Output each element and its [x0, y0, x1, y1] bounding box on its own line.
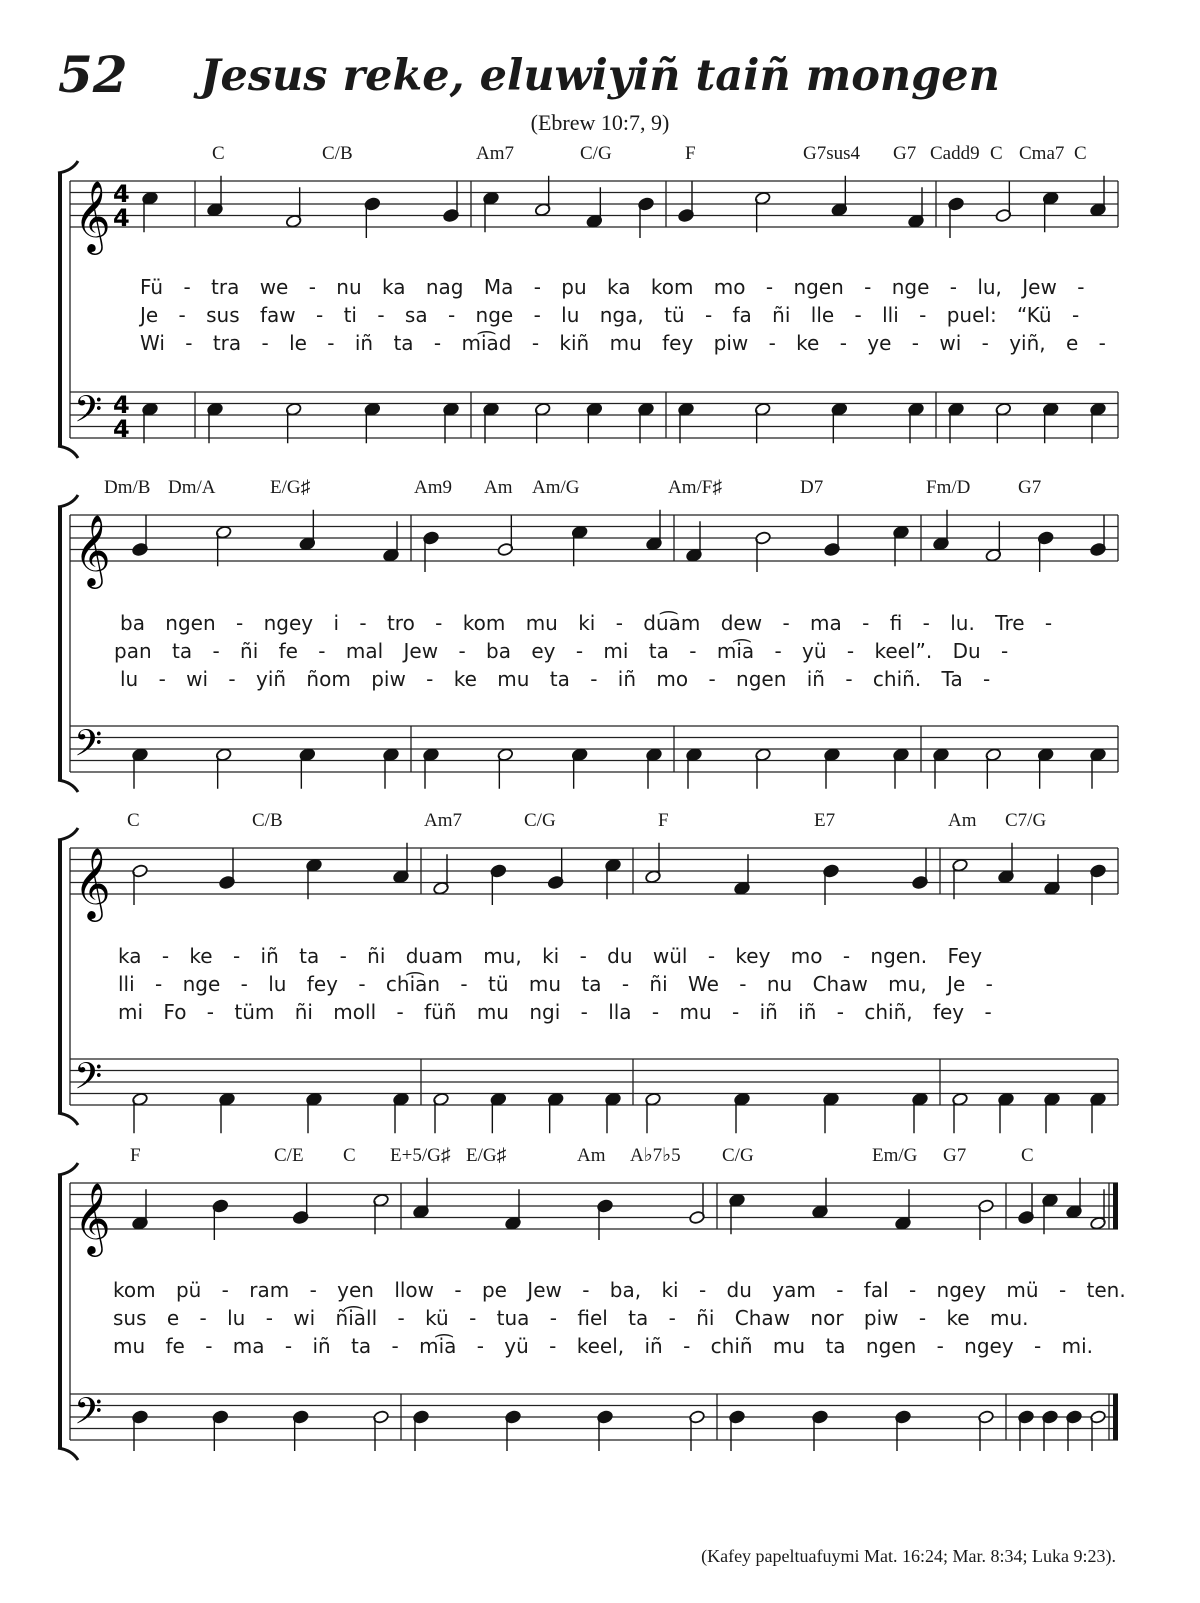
treble-clef: 𝄞 [74, 179, 111, 252]
lyric-line-verse-2: lli - nge - lu fey - chi͡an - tü mu ta - ñi We - nu Chaw mu, Je - [118, 972, 993, 996]
chord-symbol: F [130, 1145, 141, 1166]
chord-symbol: F [658, 810, 669, 831]
system-bracket [58, 780, 78, 792]
hymn-title: Jesus reke, eluwiyiñ taiñ mongen [200, 51, 1000, 101]
scripture-footnote: (Kafey papeltuafuymi Mat. 16:24; Mar. 8:34; Luka 9:23). [701, 1546, 1116, 1566]
chord-symbol: E+5/G♯ [390, 1145, 451, 1166]
chord-symbol: Em/G [872, 1145, 918, 1166]
final-barline [1113, 1183, 1118, 1229]
chord-symbol: A♭7♭5 [630, 1145, 681, 1166]
chord-symbol: E/G♯ [270, 477, 311, 498]
lyric-line-verse-1: Fü - tra we - nu ka nag Ma - pu ka kom mo - ngen - nge - lu, Jew - [140, 275, 1085, 299]
chord-symbol: Dm/B [104, 477, 151, 498]
lyric-line-verse-2: pan ta - ñi fe - mal Jew - ba ey - mi ta - mi͡a - yü - keel”. Du - [114, 639, 1009, 663]
chord-symbol: E/G♯ [466, 1145, 507, 1166]
chord-symbol: C [212, 143, 225, 164]
chord-symbol: C [1021, 1145, 1034, 1166]
system-bracket [58, 1113, 78, 1125]
chord-symbol: Am [484, 477, 513, 498]
lyric-line-verse-2: Je - sus faw - ti - sa - nge - lu nga, tü - fa ñi lle - lli - puel: “Kü - [140, 303, 1080, 327]
chord-symbol: C [127, 810, 140, 831]
time-signature: 4 [113, 391, 130, 419]
chord-symbol: Am9 [414, 477, 452, 498]
lyric-line-verse-1: kom pü - ram - yen llow - pe Jew - ba, ki - du yam - fal - ngey mü - ten. [113, 1278, 1126, 1302]
chord-symbol: G7 [1018, 477, 1042, 498]
chord-symbol: Am7 [476, 143, 514, 164]
chord-symbol: G7 [893, 143, 917, 164]
bass-clef: 𝄢 [74, 388, 103, 440]
bass-clef: 𝄢 [74, 1055, 103, 1107]
system-bracket [58, 1163, 78, 1175]
hymn-number: 52 [58, 45, 128, 104]
chord-symbol: G7sus4 [803, 143, 861, 164]
system-bracket [58, 1448, 78, 1460]
chord-symbol: Am/F♯ [668, 477, 722, 498]
lyric-line-verse-1: ka - ke - iñ ta - ñi duam mu, ki - du wül - key mo - ngen. Fey [118, 944, 983, 968]
chord-symbol: Am [577, 1145, 606, 1166]
chord-symbol: Am7 [424, 810, 462, 831]
chord-symbol: C/G [524, 810, 556, 831]
chord-symbol: C/B [252, 810, 283, 831]
chord-symbol: Cma7 [1019, 143, 1065, 164]
final-barline [1113, 1394, 1118, 1440]
chord-symbol: D7 [800, 477, 824, 498]
system-bracket [58, 828, 78, 840]
chord-symbol: C/G [580, 143, 612, 164]
chord-symbol: Fm/D [926, 477, 971, 498]
chord-symbol: Dm/A [168, 477, 216, 498]
chord-symbol: C/G [722, 1145, 754, 1166]
chord-symbol: Cadd9 [930, 143, 980, 164]
chord-symbol: C [1074, 143, 1087, 164]
treble-clef: 𝄞 [74, 1181, 111, 1254]
lyric-line-verse-3: mu fe - ma - iñ ta - mi͡a - yü - keel, iñ - chiñ mu ta ngen - ngey - mi. [113, 1334, 1094, 1358]
lyric-line-verse-3: mi Fo - tüm ñi moll - füñ mu ngi - lla - mu - iñ iñ - chiñ, fey - [118, 1000, 992, 1024]
chord-symbol: Am/G [532, 477, 580, 498]
chord-symbol: F [685, 143, 696, 164]
time-signature: 4 [113, 204, 130, 232]
lyric-line-verse-3: lu - wi - yiñ ñom piw - ke mu ta - iñ mo - ngen iñ - chiñ. Ta - [120, 667, 991, 691]
treble-clef: 𝄞 [74, 513, 111, 586]
system-bracket [58, 446, 78, 458]
chord-symbol: G7 [943, 1145, 967, 1166]
chord-symbol: C/B [322, 143, 353, 164]
chord-symbol: C/E [274, 1145, 304, 1166]
lyric-line-verse-1: ba ngen - ngey i - tro - kom mu ki - du͡am dew - ma - fi - lu. Tre - [120, 611, 1053, 635]
chord-symbol: C7/G [1005, 810, 1047, 831]
lyric-line-verse-3: Wi - tra - le - iñ ta - mi͡ad - kiñ mu fey piw - ke - ye - wi - yiñ, e - [140, 331, 1106, 355]
chord-symbol: E7 [814, 810, 836, 831]
system-bracket [58, 161, 78, 173]
chord-symbol: Am [948, 810, 977, 831]
hymn-reference: (Ebrew 10:7, 9) [530, 110, 670, 135]
time-signature: 4 [113, 415, 130, 443]
treble-clef: 𝄞 [74, 846, 111, 919]
system-bracket [58, 495, 78, 507]
lyric-line-verse-2: sus e - lu - wi ñi͡all - kü - tua - fiel ta - ñi Chaw nor piw - ke mu. [113, 1306, 1029, 1330]
bass-clef: 𝄢 [74, 1390, 103, 1442]
bass-clef: 𝄢 [74, 722, 103, 774]
chord-symbol: C [343, 1145, 356, 1166]
time-signature: 4 [113, 180, 130, 208]
chord-symbol: C [990, 143, 1003, 164]
